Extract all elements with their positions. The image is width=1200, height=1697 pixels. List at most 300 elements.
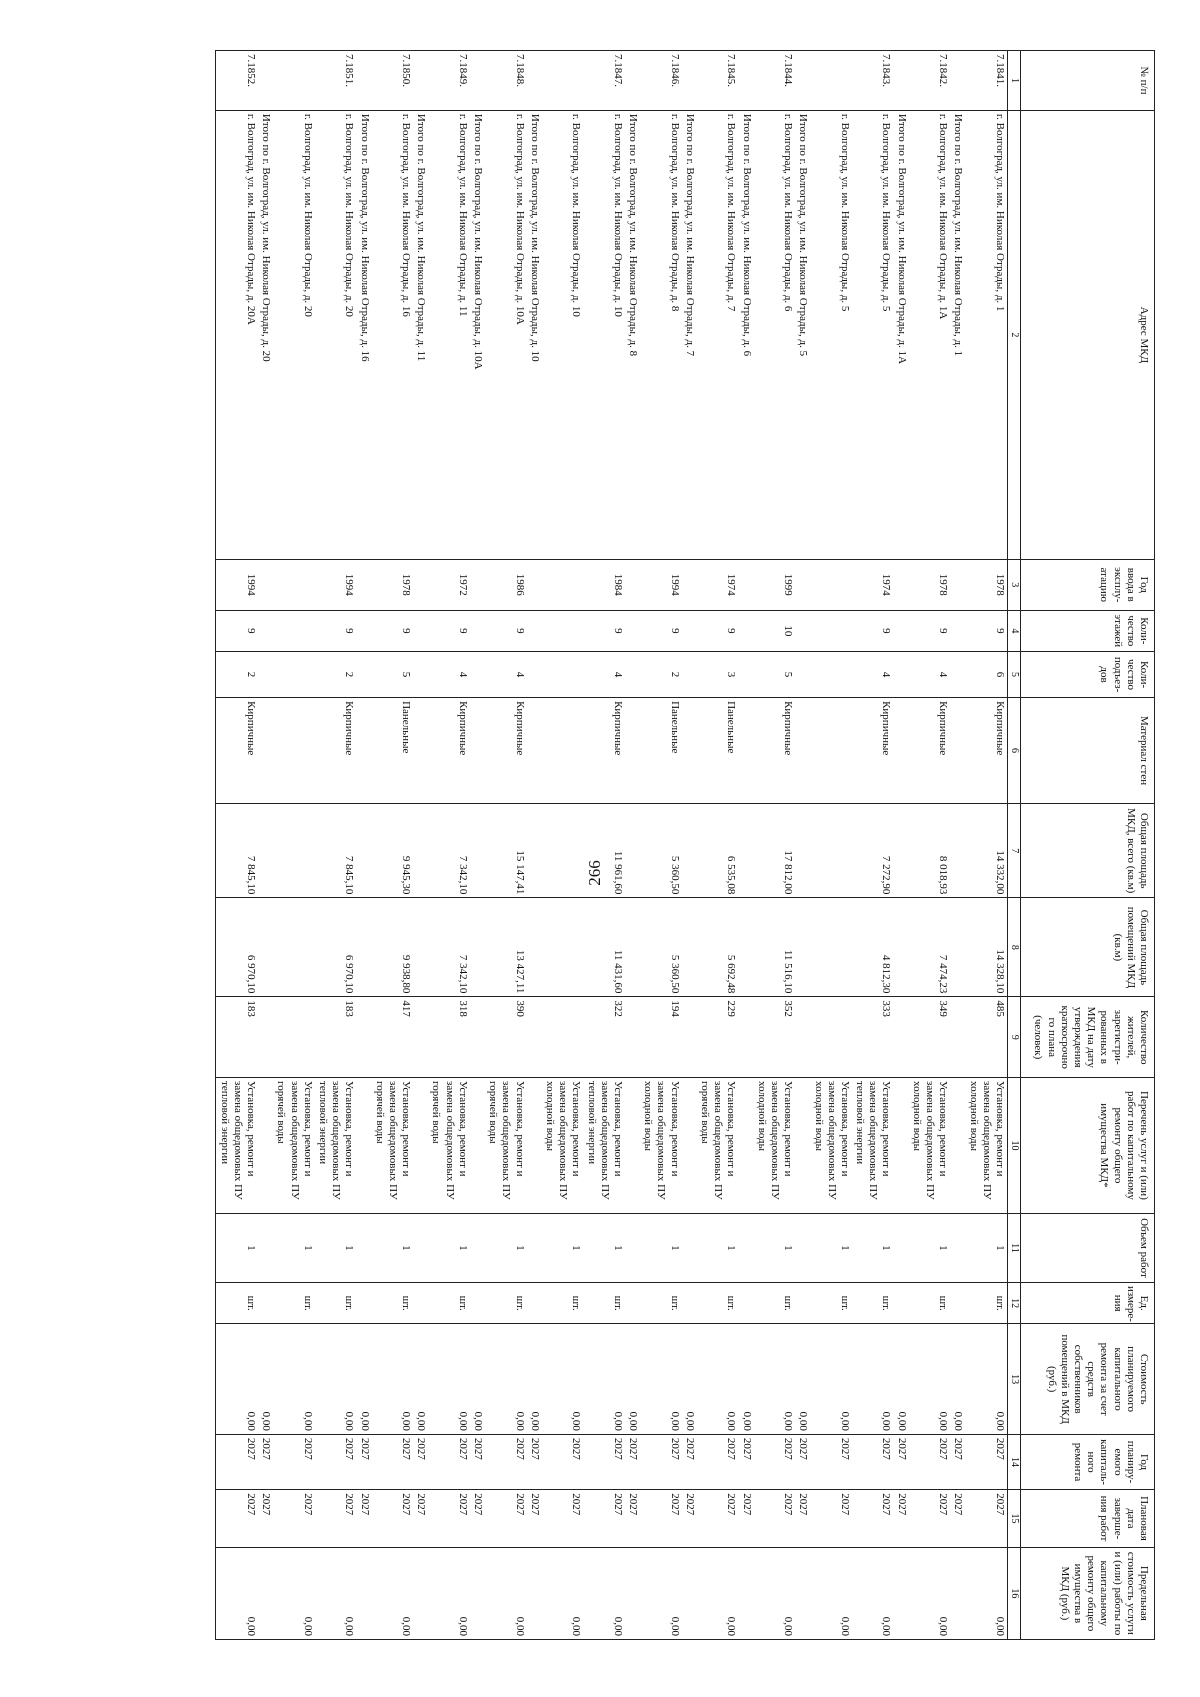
cell-end: 2027 [315,1490,357,1548]
cell-cost: 0,00 [428,1324,470,1435]
cell-area-prem [273,898,315,997]
cell-area-total [810,804,852,898]
cell-cost: 0,00 [640,1324,682,1435]
cell-empty [413,559,428,610]
cell-cost: 0,00 [216,1324,258,1435]
total-cost: 0,00 [625,1324,640,1435]
cell-entr: 2 [216,652,258,698]
cell-mat: Кирпичные [315,698,357,804]
cell-entr [273,652,315,698]
cell-empty [413,898,428,997]
table-row [273,51,315,1640]
total-row [682,51,697,1640]
cell-empty [258,898,273,997]
header-cell: Ед. измере-ния [1021,1282,1155,1323]
header-cell: Общая площадь МКД, всего (кв.м) [1021,804,1155,898]
cell-limit: 0,00 [810,1547,852,1639]
cell-plan-year: 2027 [852,1434,894,1489]
cell-empty [356,1547,371,1639]
cell-res [542,997,584,1078]
cell-plan-year: 2027 [485,1434,527,1489]
column-number: 10 [1008,1078,1021,1214]
cell-plan-year: 2027 [909,1434,951,1489]
cell-end: 2027 [428,1490,470,1548]
cell-empty [950,559,965,610]
cell-unit: шт. [852,1282,894,1323]
cell-empty [682,559,697,610]
cell-floors: 9 [697,610,739,651]
cell-empty [894,51,909,111]
cell-empty [625,698,640,804]
cell-floors [810,610,852,651]
cell-limit: 0,00 [909,1547,951,1639]
total-cost: 0,00 [738,1324,753,1435]
cell-vol: 1 [965,1213,1007,1282]
cell-addr: г. Волгоград, ул. им. Николая Отрады, д. 16 [372,110,414,559]
cell-work: Установка, ремонт и замена общедомовых ПУ тепловой энергии [315,1078,357,1214]
cell-plan-year: 2027 [315,1434,357,1489]
cell-empty [356,1078,371,1214]
total-label: Итого по г. Волгоград, ул. им. Николая Отрады, д. 11 [413,110,428,559]
cell-mat: Кирпичные [485,698,527,804]
cell-empty [356,51,371,111]
table-row [640,51,682,1640]
total-cost: 0,00 [950,1324,965,1435]
cell-empty [738,1282,753,1323]
cell-empty [894,804,909,898]
cell-unit: шт. [754,1282,796,1323]
cell-floors: 9 [640,610,682,651]
cell-year [542,559,584,610]
cell-empty [950,1282,965,1323]
cell-limit: 0,00 [273,1547,315,1639]
cell-empty [738,1078,753,1214]
cell-unit: шт. [697,1282,739,1323]
cell-id: 7.1850. [372,51,414,111]
cell-empty [527,1547,542,1639]
cell-empty [470,804,485,898]
cell-limit: 0,00 [216,1547,258,1639]
cell-area-prem: 9 938,80 [372,898,414,997]
cell-plan-year: 2027 [583,1434,625,1489]
cell-vol: 1 [909,1213,951,1282]
cell-entr: 2 [315,652,357,698]
cell-empty [356,997,371,1078]
cell-empty [738,51,753,111]
cell-empty [950,1078,965,1214]
cell-empty [470,1547,485,1639]
cell-area-prem: 6 970,10 [216,898,258,997]
column-number: 6 [1008,698,1021,804]
column-number: 7 [1008,804,1021,898]
cell-empty [258,51,273,111]
cell-plan-year: 2027 [754,1434,796,1489]
cell-area-prem: 13 427,11 [485,898,527,997]
cell-area-prem: 5 692,48 [697,898,739,997]
cell-cost: 0,00 [273,1324,315,1435]
cell-empty [738,652,753,698]
cell-vol: 1 [583,1213,625,1282]
cell-cost: 0,00 [583,1324,625,1435]
cell-unit: шт. [542,1282,584,1323]
total-cost: 0,00 [527,1324,542,1435]
cell-unit: шт. [583,1282,625,1323]
column-number: 3 [1008,559,1021,610]
total-end: 2027 [738,1490,753,1548]
cell-year: 1978 [909,559,951,610]
table-body [216,51,1008,1640]
cell-empty [527,559,542,610]
cell-empty [527,652,542,698]
cell-empty [625,1213,640,1282]
cell-empty [625,559,640,610]
table-row [697,51,739,1640]
cell-id: 7.1845. [697,51,739,111]
cell-end: 2027 [697,1490,739,1548]
cell-end: 2027 [583,1490,625,1548]
cell-floors: 9 [315,610,357,651]
cell-id: 7.1843. [852,51,894,111]
total-cost: 0,00 [356,1324,371,1435]
column-number-row [1008,51,1021,1640]
table-row [485,51,527,1640]
cell-empty [258,997,273,1078]
cell-empty [950,610,965,651]
header-cell: Предельная стоимость услуги и (или) работы по капитальному ремонту общего имущества в МКД (руб.) [1021,1547,1155,1639]
total-row [795,51,810,1640]
total-end: 2027 [258,1490,273,1548]
cell-id: 7.1849. [428,51,470,111]
cell-vol: 1 [372,1213,414,1282]
cell-end: 2027 [754,1490,796,1548]
total-row [738,51,753,1640]
total-end: 2027 [795,1490,810,1548]
cell-end: 2027 [273,1490,315,1548]
cell-empty [258,698,273,804]
cell-vol: 1 [315,1213,357,1282]
table-row [909,51,951,1640]
page-number: 266 [584,860,604,886]
cell-limit: 0,00 [640,1547,682,1639]
table-row [428,51,470,1640]
total-end: 2027 [527,1490,542,1548]
cell-mat: Кирпичные [909,698,951,804]
cell-limit: 0,00 [428,1547,470,1639]
cell-entr [810,652,852,698]
cell-id: 7.1847. [583,51,625,111]
column-number: 1 [1008,51,1021,111]
table-row [583,51,625,1640]
cell-empty [258,804,273,898]
cell-mat: Панельные [372,698,414,804]
cell-addr: г. Волгоград, ул. им. Николая Отрады, д. 20 [273,110,315,559]
header-cell: Количество жителей, зарегистри-рованных в МКД на дату утверждения краткосрочно го плана (человек) [1021,997,1155,1078]
cell-year: 1978 [372,559,414,610]
cell-res [810,997,852,1078]
cell-floors: 9 [965,610,1007,651]
cell-limit: 0,00 [754,1547,796,1639]
cell-res: 229 [697,997,739,1078]
cell-area-total: 9 945,30 [372,804,414,898]
cell-empty [470,1282,485,1323]
cell-vol: 1 [216,1213,258,1282]
cell-mat: Кирпичные [754,698,796,804]
cell-limit: 0,00 [965,1547,1007,1639]
cell-empty [356,1282,371,1323]
cell-floors [542,610,584,651]
cell-empty [950,898,965,997]
cell-plan-year: 2027 [697,1434,739,1489]
total-row [625,51,640,1640]
cell-empty [795,898,810,997]
cell-area-prem [542,898,584,997]
cell-entr: 5 [372,652,414,698]
cell-year: 1999 [754,559,796,610]
cell-empty [470,559,485,610]
cell-area-total: 5 360,50 [640,804,682,898]
cell-empty [894,652,909,698]
cell-empty [258,559,273,610]
total-label: Итого по г. Волгоград, ул. им. Николая Отрады, д. 1А [894,110,909,559]
cell-empty [795,1078,810,1214]
total-year: 2027 [356,1434,371,1489]
cell-empty [258,652,273,698]
header-row [1021,51,1155,1640]
cell-empty [738,610,753,651]
cell-work: Установка, ремонт и замена общедомовых ПУ горячей воды [273,1078,315,1214]
cell-empty [950,804,965,898]
cell-empty [470,610,485,651]
cell-unit: шт. [315,1282,357,1323]
cell-entr: 5 [754,652,796,698]
cell-id: 7.1848. [485,51,527,111]
cell-empty [527,1213,542,1282]
cell-empty [356,610,371,651]
cell-mat: Кирпичные [583,698,625,804]
cell-area-prem: 6 970,10 [315,898,357,997]
cell-entr: 4 [428,652,470,698]
cell-work: Установка, ремонт и замена общедомовых ПУ холодной воды [810,1078,852,1214]
cell-vol: 1 [428,1213,470,1282]
cell-area-total: 6 535,08 [697,804,739,898]
cell-floors: 9 [428,610,470,651]
total-label: Итого по г. Волгоград, ул. им. Николая Отрады, д. 10А [470,110,485,559]
cell-floors: 9 [485,610,527,651]
cell-work: Установка, ремонт и замена общедомовых ПУ холодной воды [909,1078,951,1214]
cell-area-total: 7 845,10 [216,804,258,898]
cell-res: 333 [852,997,894,1078]
table-row [372,51,414,1640]
cell-plan-year: 2027 [640,1434,682,1489]
cell-work: Установка, ремонт и замена общедомовых ПУ горячей воды [428,1078,470,1214]
cell-empty [795,698,810,804]
column-number: 5 [1008,652,1021,698]
header-cell: Материал стен [1021,698,1155,804]
total-label: Итого по г. Волгоград, ул. им. Николая Отрады, д. 6 [738,110,753,559]
total-label: Итого по г. Волгоград, ул. им. Николая Отрады, д. 1 [950,110,965,559]
cell-entr: 3 [697,652,739,698]
cell-plan-year: 2027 [965,1434,1007,1489]
cell-addr: г. Волгоград, ул. им. Николая Отрады, д. 8 [640,110,682,559]
cell-res: 352 [754,997,796,1078]
cell-addr: г. Волгоград, ул. им. Николая Отрады, д. 5 [852,110,894,559]
cell-year: 1972 [428,559,470,610]
cell-area-total: 8 018,93 [909,804,951,898]
cell-empty [527,610,542,651]
cell-year: 1974 [697,559,739,610]
cell-empty [625,898,640,997]
total-row [258,51,273,1640]
column-number: 8 [1008,898,1021,997]
cell-addr: г. Волгоград, ул. им. Николая Отрады, д. 5 [810,110,852,559]
total-year: 2027 [258,1434,273,1489]
cell-unit: шт. [273,1282,315,1323]
cell-vol: 1 [852,1213,894,1282]
cell-empty [470,997,485,1078]
cell-empty [894,698,909,804]
cell-cost: 0,00 [965,1324,1007,1435]
cell-empty [795,652,810,698]
cell-unit: шт. [216,1282,258,1323]
cell-empty [356,898,371,997]
cell-unit: шт. [909,1282,951,1323]
cell-res: 194 [640,997,682,1078]
cell-mat: Кирпичные [965,698,1007,804]
cell-unit: шт. [640,1282,682,1323]
cell-empty [795,997,810,1078]
cell-end: 2027 [852,1490,894,1548]
cell-year: 1984 [583,559,625,610]
total-row [356,51,371,1640]
cell-empty [258,610,273,651]
cell-area-prem: 4 812,30 [852,898,894,997]
cell-res: 349 [909,997,951,1078]
cell-work: Установка, ремонт и замена общедомовых ПУ горячей воды [697,1078,739,1214]
cell-end: 2027 [542,1490,584,1548]
cell-empty [795,51,810,111]
cell-entr: 4 [909,652,951,698]
cell-empty [795,559,810,610]
cell-empty [413,1547,428,1639]
cell-area-total: 11 961,60 [583,804,625,898]
cell-work: Установка, ремонт и замена общедомовых ПУ холодной воды [640,1078,682,1214]
cell-empty [470,1213,485,1282]
cell-addr: г. Волгоград, ул. им. Николая Отрады, д. 20 [315,110,357,559]
cell-mat [542,698,584,804]
cell-empty [470,1078,485,1214]
cell-empty [682,997,697,1078]
cell-empty [258,1213,273,1282]
total-label: Итого по г. Волгоград, ул. им. Николая Отрады, д. 7 [682,110,697,559]
cell-empty [894,898,909,997]
cell-empty [625,1547,640,1639]
total-year: 2027 [413,1434,428,1489]
cell-vol: 1 [485,1213,527,1282]
cell-empty [682,1213,697,1282]
cell-empty [894,997,909,1078]
cell-empty [527,898,542,997]
cell-empty [527,804,542,898]
header-cell: Коли-чество подъез-дов [1021,652,1155,698]
cell-limit: 0,00 [485,1547,527,1639]
cell-empty [413,1282,428,1323]
cell-floors: 9 [583,610,625,651]
cell-area-prem: 5 360,50 [640,898,682,997]
cell-addr: г. Волгоград, ул. им. Николая Отрады, д. 10 [542,110,584,559]
header-cell: Год ввода в эксплу-атацию [1021,559,1155,610]
cell-empty [527,1078,542,1214]
total-year: 2027 [894,1434,909,1489]
cell-area-total: 7 845,10 [315,804,357,898]
cell-area-total: 7 272,90 [852,804,894,898]
cell-empty [738,804,753,898]
cell-empty [894,1213,909,1282]
cell-empty [625,652,640,698]
cell-floors: 10 [754,610,796,651]
cell-year: 1994 [315,559,357,610]
total-cost: 0,00 [894,1324,909,1435]
header-cell: № п/п [1021,51,1155,111]
cell-id: 7.1852. [216,51,258,111]
cell-floors [273,610,315,651]
cell-id [810,51,852,111]
cell-cost: 0,00 [909,1324,951,1435]
cell-empty [413,1078,428,1214]
column-number: 14 [1008,1434,1021,1489]
cell-empty [738,1547,753,1639]
cell-floors: 9 [216,610,258,651]
total-row [950,51,965,1640]
cell-addr: г. Волгоград, ул. им. Николая Отрады, д. 11 [428,110,470,559]
cell-area-total [542,804,584,898]
cell-res: 183 [315,997,357,1078]
header-cell: Адрес МКД [1021,110,1155,559]
cell-vol: 1 [640,1213,682,1282]
cell-empty [413,1213,428,1282]
cell-empty [356,1213,371,1282]
table-row [810,51,852,1640]
cell-year: 1978 [965,559,1007,610]
cell-empty [894,1282,909,1323]
cell-res [273,997,315,1078]
cell-year: 1974 [852,559,894,610]
total-label: Итого по г. Волгоград, ул. им. Николая Отрады, д. 8 [625,110,640,559]
total-label: Итого по г. Волгоград, ул. им. Николая Отрады, д. 20 [258,110,273,559]
total-year: 2027 [950,1434,965,1489]
total-label: Итого по г. Волгоград, ул. им. Николая Отрады, д. 5 [795,110,810,559]
cell-empty [738,898,753,997]
cell-empty [527,997,542,1078]
total-label: Итого по г. Волгоград, ул. им. Николая Отрады, д. 16 [356,110,371,559]
cell-cost: 0,00 [852,1324,894,1435]
cell-empty [738,698,753,804]
cell-empty [625,51,640,111]
capital-repair-table [216,50,1156,1640]
header-cell: Коли-чество этажей [1021,610,1155,651]
cell-limit: 0,00 [697,1547,739,1639]
table-row [852,51,894,1640]
cell-plan-year: 2027 [216,1434,258,1489]
total-end: 2027 [413,1490,428,1548]
cell-year [273,559,315,610]
cell-empty [682,698,697,804]
cell-id: 7.1842. [909,51,951,111]
cell-end: 2027 [810,1490,852,1548]
cell-area-prem [810,898,852,997]
cell-empty [795,610,810,651]
total-end: 2027 [470,1490,485,1548]
cell-id [542,51,584,111]
